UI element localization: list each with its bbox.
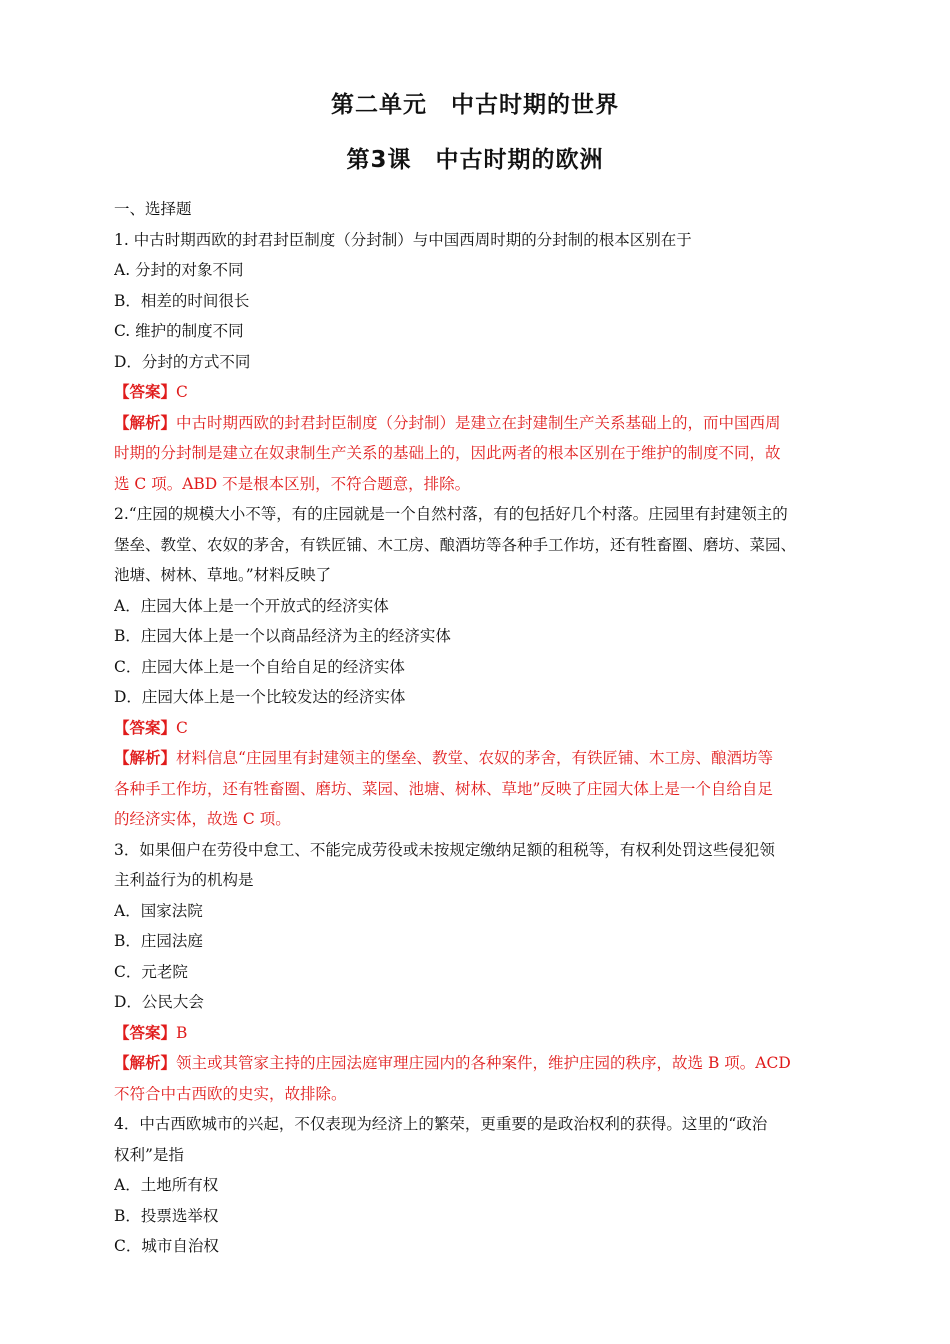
analysis-line: 选 C 项。ABD 不是根本区别，不符合题意，排除。 (114, 474, 471, 493)
answer-line (114, 1018, 844, 1049)
analysis-line: 的经济实体，故选 C 项。 (114, 810, 291, 828)
option-d: D．庄园大体上是一个比较发达的经济实体 (114, 688, 406, 706)
answer-value: B (176, 1023, 188, 1042)
analysis-line: 不符合中古西欧的史实，故排除。 (114, 1084, 347, 1103)
option-a: A．国家法院 (114, 901, 203, 920)
analysis-label: 【解析】 (114, 412, 177, 432)
answer-line (114, 377, 844, 408)
option-b: B．庄园大体上是一个以商品经济为主的经济实体 (114, 627, 451, 645)
analysis-line: 时期的分封制是建立在奴隶制生产关系的基础上的，因此两者的根本区别在于维护的制度不同，故 (114, 444, 781, 462)
question-list (114, 194, 844, 1262)
option-d: D．公民大会 (114, 993, 204, 1011)
question-2 (114, 499, 844, 835)
answer-line (114, 713, 844, 744)
option-b: B．庄园法庭 (114, 932, 203, 950)
option-b: B．相差的时间很长 (114, 291, 250, 310)
question-stem: 4．中古西欧城市的兴起，不仅表现为经济上的繁荣，更重要的是政治权利的获得。这里的“政治 (114, 1115, 768, 1133)
analysis-text: 领主或其管家主持的庄园法庭审理庄园内的各种案件，维护庄园的秩序，故选 B 项。ACD (176, 1054, 791, 1072)
answer-value: C (176, 383, 188, 401)
option-a: A．庄园大体上是一个开放式的经济实体 (114, 596, 389, 615)
question-stem: 3．如果佃户在劳役中怠工、不能完成劳役或未按规定缴纳足额的租税等，有权利处罚这些侵犯领 (114, 840, 775, 859)
analysis-label: 【解析】 (114, 1053, 177, 1072)
question-stem: 权利”是指 (114, 1145, 184, 1164)
unit-title: 第二单元 中古时期的世界 (331, 92, 619, 118)
analysis-line: 各种手工作坊，还有牲畜圈、磨坊、菜园、池塘、树林、草地”反映了庄园大体上是一个自给自足 (114, 779, 773, 798)
question-stem: 2.“庄园的规模大小不等，有的庄园就是一个自然村落，有的包括好几个村落。庄园里有封建领主的 (114, 505, 788, 523)
analysis-line (114, 408, 844, 439)
option-c: C．庄园大体上是一个自给自足的经济实体 (114, 657, 405, 676)
question-stem: 1. 中古时期西欧的封君封臣制度（分封制）与中国西周时期的分封制的根本区别在于 (114, 230, 692, 249)
answer-value: C (176, 718, 188, 737)
section-heading: 一、选择题 (114, 200, 192, 218)
lesson-title: 第3课 中古时期的欧洲 (346, 147, 604, 173)
option-c: C．元老院 (114, 962, 188, 981)
option-c: C. 维护的制度不同 (114, 322, 244, 340)
question-stem: 主利益行为的机构是 (114, 871, 254, 889)
analysis-line (114, 743, 844, 774)
analysis-label: 【解析】 (114, 748, 177, 767)
option-a: A．土地所有权 (114, 1176, 219, 1194)
analysis-text: 中古时期西欧的封君封臣制度（分封制）是建立在封建制生产关系基础上的，而中国西周 (176, 413, 781, 432)
question-1 (114, 225, 844, 500)
question-stem: 堡垒、教堂、农奴的茅舍，有铁匠铺、木工房、酿酒坊等各种手工作坊，还有牲畜圈、磨坊、菜园、 (114, 535, 797, 554)
option-d: D．分封的方式不同 (114, 352, 251, 371)
option-a: A. 分封的对象不同 (114, 261, 244, 279)
analysis-line (114, 1048, 844, 1079)
answer-label: 【答案】 (114, 382, 177, 401)
question-3 (114, 835, 844, 1110)
question-4 (114, 1109, 844, 1262)
answer-label: 【答案】 (114, 717, 177, 737)
option-c: C．城市自治权 (114, 1237, 219, 1255)
answer-label: 【答案】 (114, 1022, 177, 1042)
analysis-text: 材料信息“庄园里有封建领主的堡垒、教堂、农奴的茅舍，有铁匠铺、木工房、酿酒坊等 (176, 749, 773, 767)
question-stem: 池塘、树林、草地。”材料反映了 (114, 566, 332, 584)
option-b: B．投票选举权 (114, 1206, 219, 1225)
